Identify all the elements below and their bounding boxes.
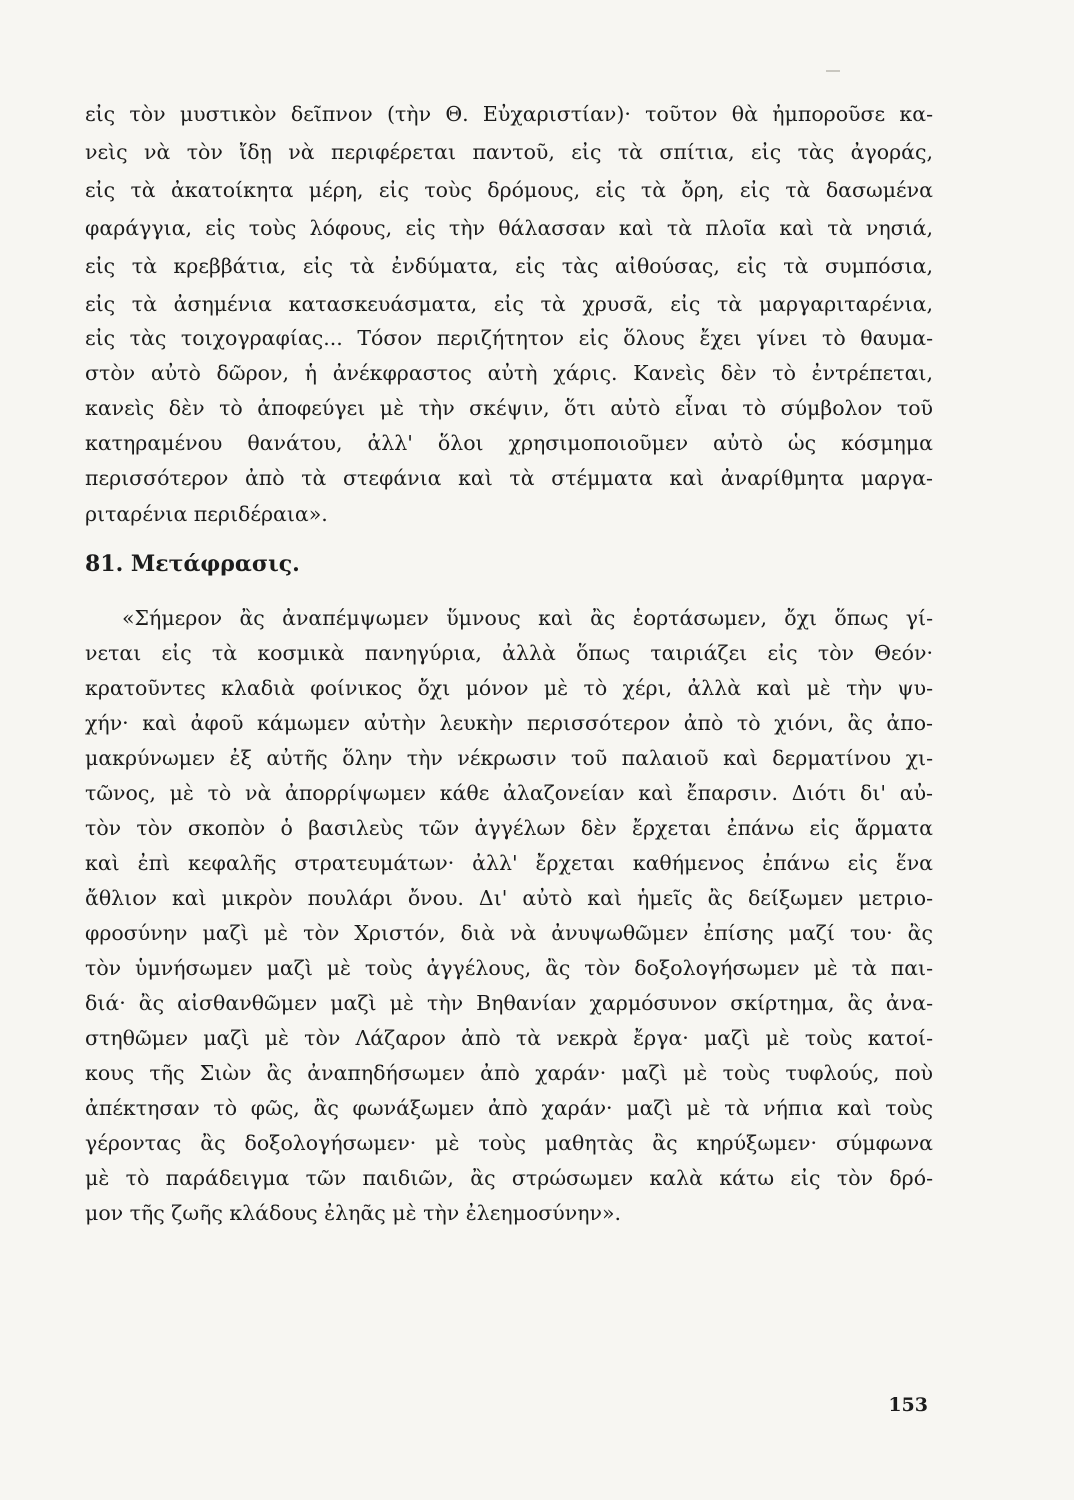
text-line: στηθῶμεν μαζὶ μὲ τὸν Λάζαρον ἀπὸ τὰ νεκρὰ ἔργα· μαζὶ μὲ τοὺς κατοί- xyxy=(85,1026,933,1050)
text-line: νεὶς νὰ τὸν ἴδῃ νὰ περιφέρεται παντοῦ, εἰς τὰ σπίτια, εἰς τὰς ἀγοράς, xyxy=(85,140,933,164)
text-line: τὸν ὑμνήσωμεν μαζὶ μὲ τοὺς ἀγγέλους, ἂς τὸν δοξολογήσωμεν μὲ τὰ παι- xyxy=(85,956,933,980)
text-line: ἄθλιον καὶ μικρὸν πουλάρι ὄνου. Δι' αὐτὸ καὶ ἡμεῖς ἂς δείξωμεν μετριο- xyxy=(85,886,933,910)
text-line: εἰς τὰ ἀσημένια κατασκευάσματα, εἰς τὰ χρυσᾶ, εἰς τὰ μαργαριταρένια, xyxy=(85,292,933,316)
text-line: ἀπέκτησαν τὸ φῶς, ἂς φωνάξωμεν ἀπὸ χαράν· μαζὶ μὲ τὰ νήπια καὶ τοὺς xyxy=(85,1096,933,1120)
text-line: εἰς τὰ κρεββάτια, εἰς τὰ ἐνδύματα, εἰς τὰς αἰθούσας, εἰς τὰ συμπόσια, xyxy=(85,254,933,278)
text-line: μον τῆς ζωῆς κλάδους ἐληᾶς μὲ τὴν ἐλεημοσύνην». xyxy=(85,1201,622,1225)
text-line: ριταρένια περιδέραια». xyxy=(85,502,328,526)
text-line: εἰς τὰ ἀκατοίκητα μέρη, εἰς τοὺς δρόμους, εἰς τὰ ὄρη, εἰς τὰ δασωμένα xyxy=(85,178,933,202)
text-line: μὲ τὸ παράδειγμα τῶν παιδιῶν, ἂς στρώσωμεν καλὰ κάτω εἰς τὸν δρό- xyxy=(85,1166,933,1190)
text-line: γέροντας ἂς δοξολογήσωμεν· μὲ τοὺς μαθητὰς ἂς κηρύξωμεν· σύμφωνα xyxy=(85,1131,933,1155)
text-line: εἰς τὸν μυστικὸν δεῖπνον (τὴν Θ. Εὐχαριστίαν)· τοῦτον θὰ ἠμποροῦσε κα- xyxy=(85,102,933,126)
text-line: τῶνος, μὲ τὸ νὰ ἀπορρίψωμεν κάθε ἀλαζονείαν καὶ ἔπαρσιν. Διότι δι' αὐ- xyxy=(85,781,933,805)
text-line: κατηραμένου θανάτου, ἀλλ' ὅλοι χρησιμοποιοῦμεν αὐτὸ ὡς κόσμημα xyxy=(85,431,933,455)
text-line: χήν· καὶ ἀφοῦ κάμωμεν αὐτὴν λευκὴν περισσότερον ἀπὸ τὸ χιόνι, ἂς ἀπο- xyxy=(85,711,933,735)
text-line: φροσύνην μαζὶ μὲ τὸν Χριστόν, διὰ νὰ ἀνυψωθῶμεν ἐπίσης μαζί του· ἂς xyxy=(85,921,933,945)
text-line: περισσότερον ἀπὸ τὰ στεφάνια καὶ τὰ στέμματα καὶ ἀναρίθμητα μαργα- xyxy=(85,466,933,490)
text-line: στὸν αὐτὸ δῶρον, ἡ ἀνέκφραστος αὐτὴ χάρις. Κανεὶς δὲν τὸ ἐντρέπεται, xyxy=(85,361,933,385)
section-heading: 81. Μετάφρασις. xyxy=(85,551,300,577)
text-line: μακρύνωμεν ἐξ αὐτῆς ὅλην τὴν νέκρωσιν τοῦ παλαιοῦ καὶ δερματίνου χι- xyxy=(85,746,933,770)
text-line: κρατοῦντες κλαδιὰ φοίνικος ὄχι μόνον μὲ τὸ χέρι, ἀλλὰ καὶ μὲ τὴν ψυ- xyxy=(85,676,933,700)
text-line: νεται εἰς τὰ κοσμικὰ πανηγύρια, ἀλλὰ ὅπως ταιριάζει εἰς τὸν Θεόν· xyxy=(85,641,933,665)
scan-speck xyxy=(826,70,840,72)
text-line: κους τῆς Σιὼν ἂς ἀναπηδήσωμεν ἀπὸ χαράν· μαζὶ μὲ τοὺς τυφλούς, ποὺ xyxy=(85,1061,933,1085)
page-number: 153 xyxy=(888,1394,928,1416)
text-line: «Σήμερον ἂς ἀναπέμψωμεν ὕμνους καὶ ἂς ἑορτάσωμεν, ὄχι ὅπως γί- xyxy=(122,606,933,630)
text-line: φαράγγια, εἰς τοὺς λόφους, εἰς τὴν θάλασσαν καὶ τὰ πλοῖα καὶ τὰ νησιά, xyxy=(85,216,933,240)
text-line: διά· ἂς αἰσθανθῶμεν μαζὶ μὲ τὴν Βηθανίαν χαρμόσυνον σκίρτημα, ἂς ἀνα- xyxy=(85,991,933,1015)
text-line: κανεὶς δὲν τὸ ἀποφεύγει μὲ τὴν σκέψιν, ὅτι αὐτὸ εἶναι τὸ σύμβολον τοῦ xyxy=(85,396,933,420)
text-line: τὸν τὸν σκοπὸν ὁ βασιλεὺς τῶν ἀγγέλων δὲν ἔρχεται ἐπάνω εἰς ἅρματα xyxy=(85,816,933,840)
text-line: εἰς τὰς τοιχογραφίας... Τόσον περιζήτητον εἰς ὅλους ἔχει γίνει τὸ θαυμα- xyxy=(85,326,933,350)
text-line: καὶ ἐπὶ κεφαλῆς στρατευμάτων· ἀλλ' ἔρχεται καθήμενος ἐπάνω εἰς ἕνα xyxy=(85,851,933,875)
